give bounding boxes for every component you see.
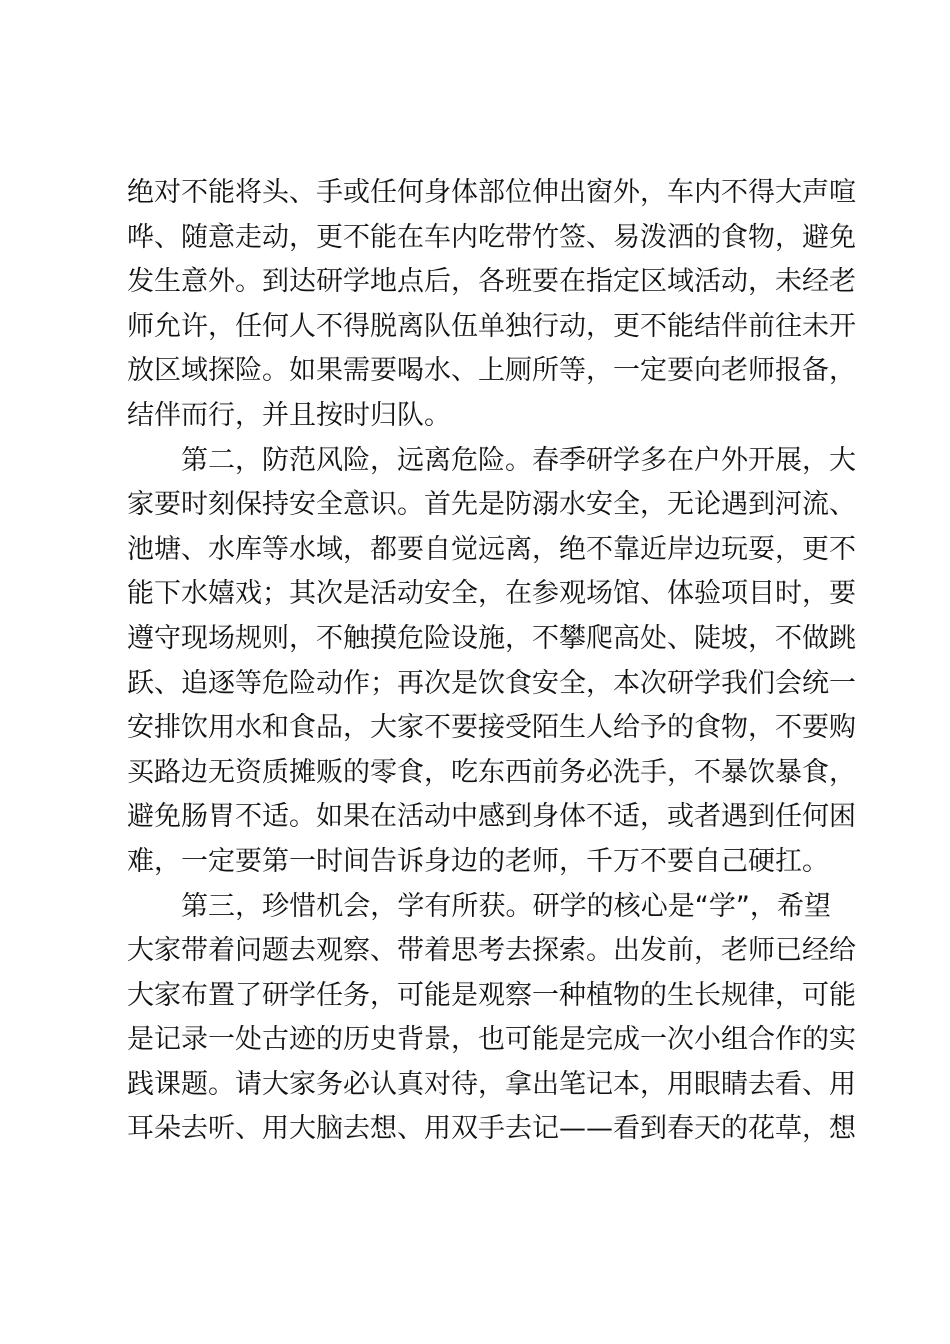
paragraph-second	[127, 439, 856, 885]
text-line: 结伴而行，并且按时归队。	[127, 399, 451, 431]
text-line: 绝对不能将头、手或任何身体部位伸出窗外，车内不得大声喧	[127, 177, 856, 208]
paragraph-third	[127, 885, 856, 1153]
text-line: 是记录一处古迹的历史背景，也可能是完成一次小组合作的实	[127, 1024, 856, 1056]
text-line: 师允许，任何人不得脱离队伍单独行动，更不能结伴前往未开	[127, 310, 856, 342]
text-line: 第二，防范风险，远离危险。春季研学多在户外开展，大	[181, 444, 856, 476]
text-line: 大家布置了研学任务，可能是观察一种植物的生长规律，可能	[127, 979, 856, 1011]
text-line: 发生意外。到达研学地点后，各班要在指定区域活动，未经老	[127, 266, 856, 298]
text-line: 第三，珍惜机会，学有所获。研学的核心是“学”，希望	[181, 890, 831, 922]
text-line: 难，一定要第一时间告诉身边的老师，千万不要自己硬扛。	[127, 845, 829, 877]
text-line: 池塘、水库等水域，都要自觉远离，绝不靠近岸边玩耍，更不	[127, 533, 856, 565]
text-line: 耳朵去听、用大脑去想、用双手去记——看到春天的花草，想	[127, 1113, 856, 1145]
text-line: 放区域探险。如果需要喝水、上厕所等，一定要向老师报备，	[127, 355, 856, 387]
paragraph-continued	[127, 171, 856, 439]
text-line: 买路边无资质摊贩的零食，吃东西前务必洗手，不暴饮暴食，	[127, 756, 856, 788]
document-body	[127, 171, 856, 1152]
text-line: 哗、随意走动，更不能在车内吃带竹签、易泼洒的食物，避免	[127, 221, 856, 253]
text-line: 践课题。请大家务必认真对待，拿出笔记本，用眼睛去看、用	[127, 1068, 856, 1100]
text-line: 安排饮用水和食品，大家不要接受陌生人给予的食物，不要购	[127, 712, 856, 744]
text-line: 跃、追逐等危险动作；再次是饮食安全，本次研学我们会统一	[127, 667, 856, 699]
text-line: 能下水嬉戏；其次是活动安全，在参观场馆、体验项目时，要	[127, 578, 856, 610]
text-line: 大家带着问题去观察、带着思考去探索。出发前，老师已经给	[127, 935, 856, 967]
text-line: 遵守现场规则，不触摸危险设施，不攀爬高处、陡坡，不做跳	[127, 622, 856, 654]
text-line: 避免肠胃不适。如果在活动中感到身体不适，或者遇到任何困	[127, 801, 856, 833]
text-line: 家要时刻保持安全意识。首先是防溺水安全，无论遇到河流、	[127, 489, 856, 521]
